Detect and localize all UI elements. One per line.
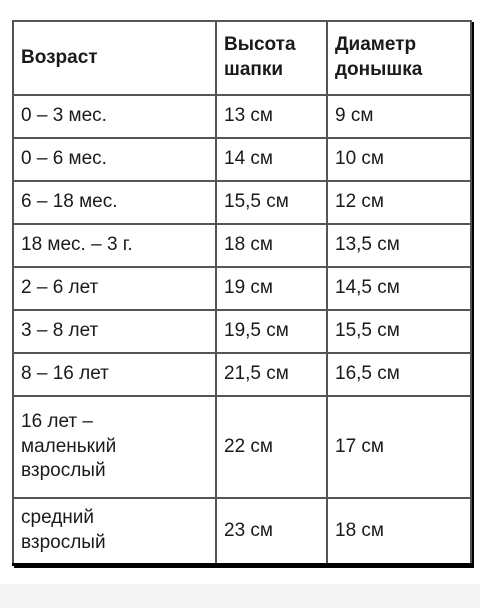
size-table bbox=[12, 20, 472, 566]
cell-age: 16 лет – маленький взрослый bbox=[13, 396, 216, 498]
table-row bbox=[13, 498, 471, 565]
page-bottom-strip bbox=[0, 584, 480, 608]
cell-age: 6 – 18 мес. bbox=[13, 181, 216, 224]
cell-bottom-diameter: 17 см bbox=[327, 396, 471, 498]
header-age: Возраст bbox=[13, 21, 216, 95]
table-row bbox=[13, 353, 471, 396]
cell-hat-height: 22 см bbox=[216, 396, 327, 498]
table-row bbox=[13, 181, 471, 224]
table-row bbox=[13, 310, 471, 353]
cell-hat-height: 21,5 см bbox=[216, 353, 327, 396]
cell-age: 2 – 6 лет bbox=[13, 267, 216, 310]
cell-age: 18 мес. – 3 г. bbox=[13, 224, 216, 267]
table-row bbox=[13, 267, 471, 310]
cell-hat-height: 19,5 см bbox=[216, 310, 327, 353]
header-hat-height: Высота шапки bbox=[216, 21, 327, 95]
cell-age: средний взрослый bbox=[13, 498, 216, 565]
cell-bottom-diameter: 9 см bbox=[327, 95, 471, 138]
cell-hat-height: 14 см bbox=[216, 138, 327, 181]
cell-bottom-diameter: 13,5 см bbox=[327, 224, 471, 267]
cell-age: 0 – 3 мес. bbox=[13, 95, 216, 138]
table-row bbox=[13, 224, 471, 267]
header-bottom-diameter: Диаметр донышка bbox=[327, 21, 471, 95]
cell-age: 0 – 6 мес. bbox=[13, 138, 216, 181]
header-row bbox=[13, 21, 471, 95]
cell-hat-height: 23 см bbox=[216, 498, 327, 565]
cell-bottom-diameter: 15,5 см bbox=[327, 310, 471, 353]
cell-hat-height: 13 см bbox=[216, 95, 327, 138]
cell-hat-height: 19 см bbox=[216, 267, 327, 310]
cell-hat-height: 15,5 см bbox=[216, 181, 327, 224]
table-row bbox=[13, 138, 471, 181]
cell-bottom-diameter: 16,5 см bbox=[327, 353, 471, 396]
table-row bbox=[13, 95, 471, 138]
cell-bottom-diameter: 12 см bbox=[327, 181, 471, 224]
cell-hat-height: 18 см bbox=[216, 224, 327, 267]
table-row bbox=[13, 396, 471, 498]
cell-bottom-diameter: 10 см bbox=[327, 138, 471, 181]
cell-age: 8 – 16 лет bbox=[13, 353, 216, 396]
cell-age: 3 – 8 лет bbox=[13, 310, 216, 353]
cell-bottom-diameter: 18 см bbox=[327, 498, 471, 565]
cell-bottom-diameter: 14,5 см bbox=[327, 267, 471, 310]
